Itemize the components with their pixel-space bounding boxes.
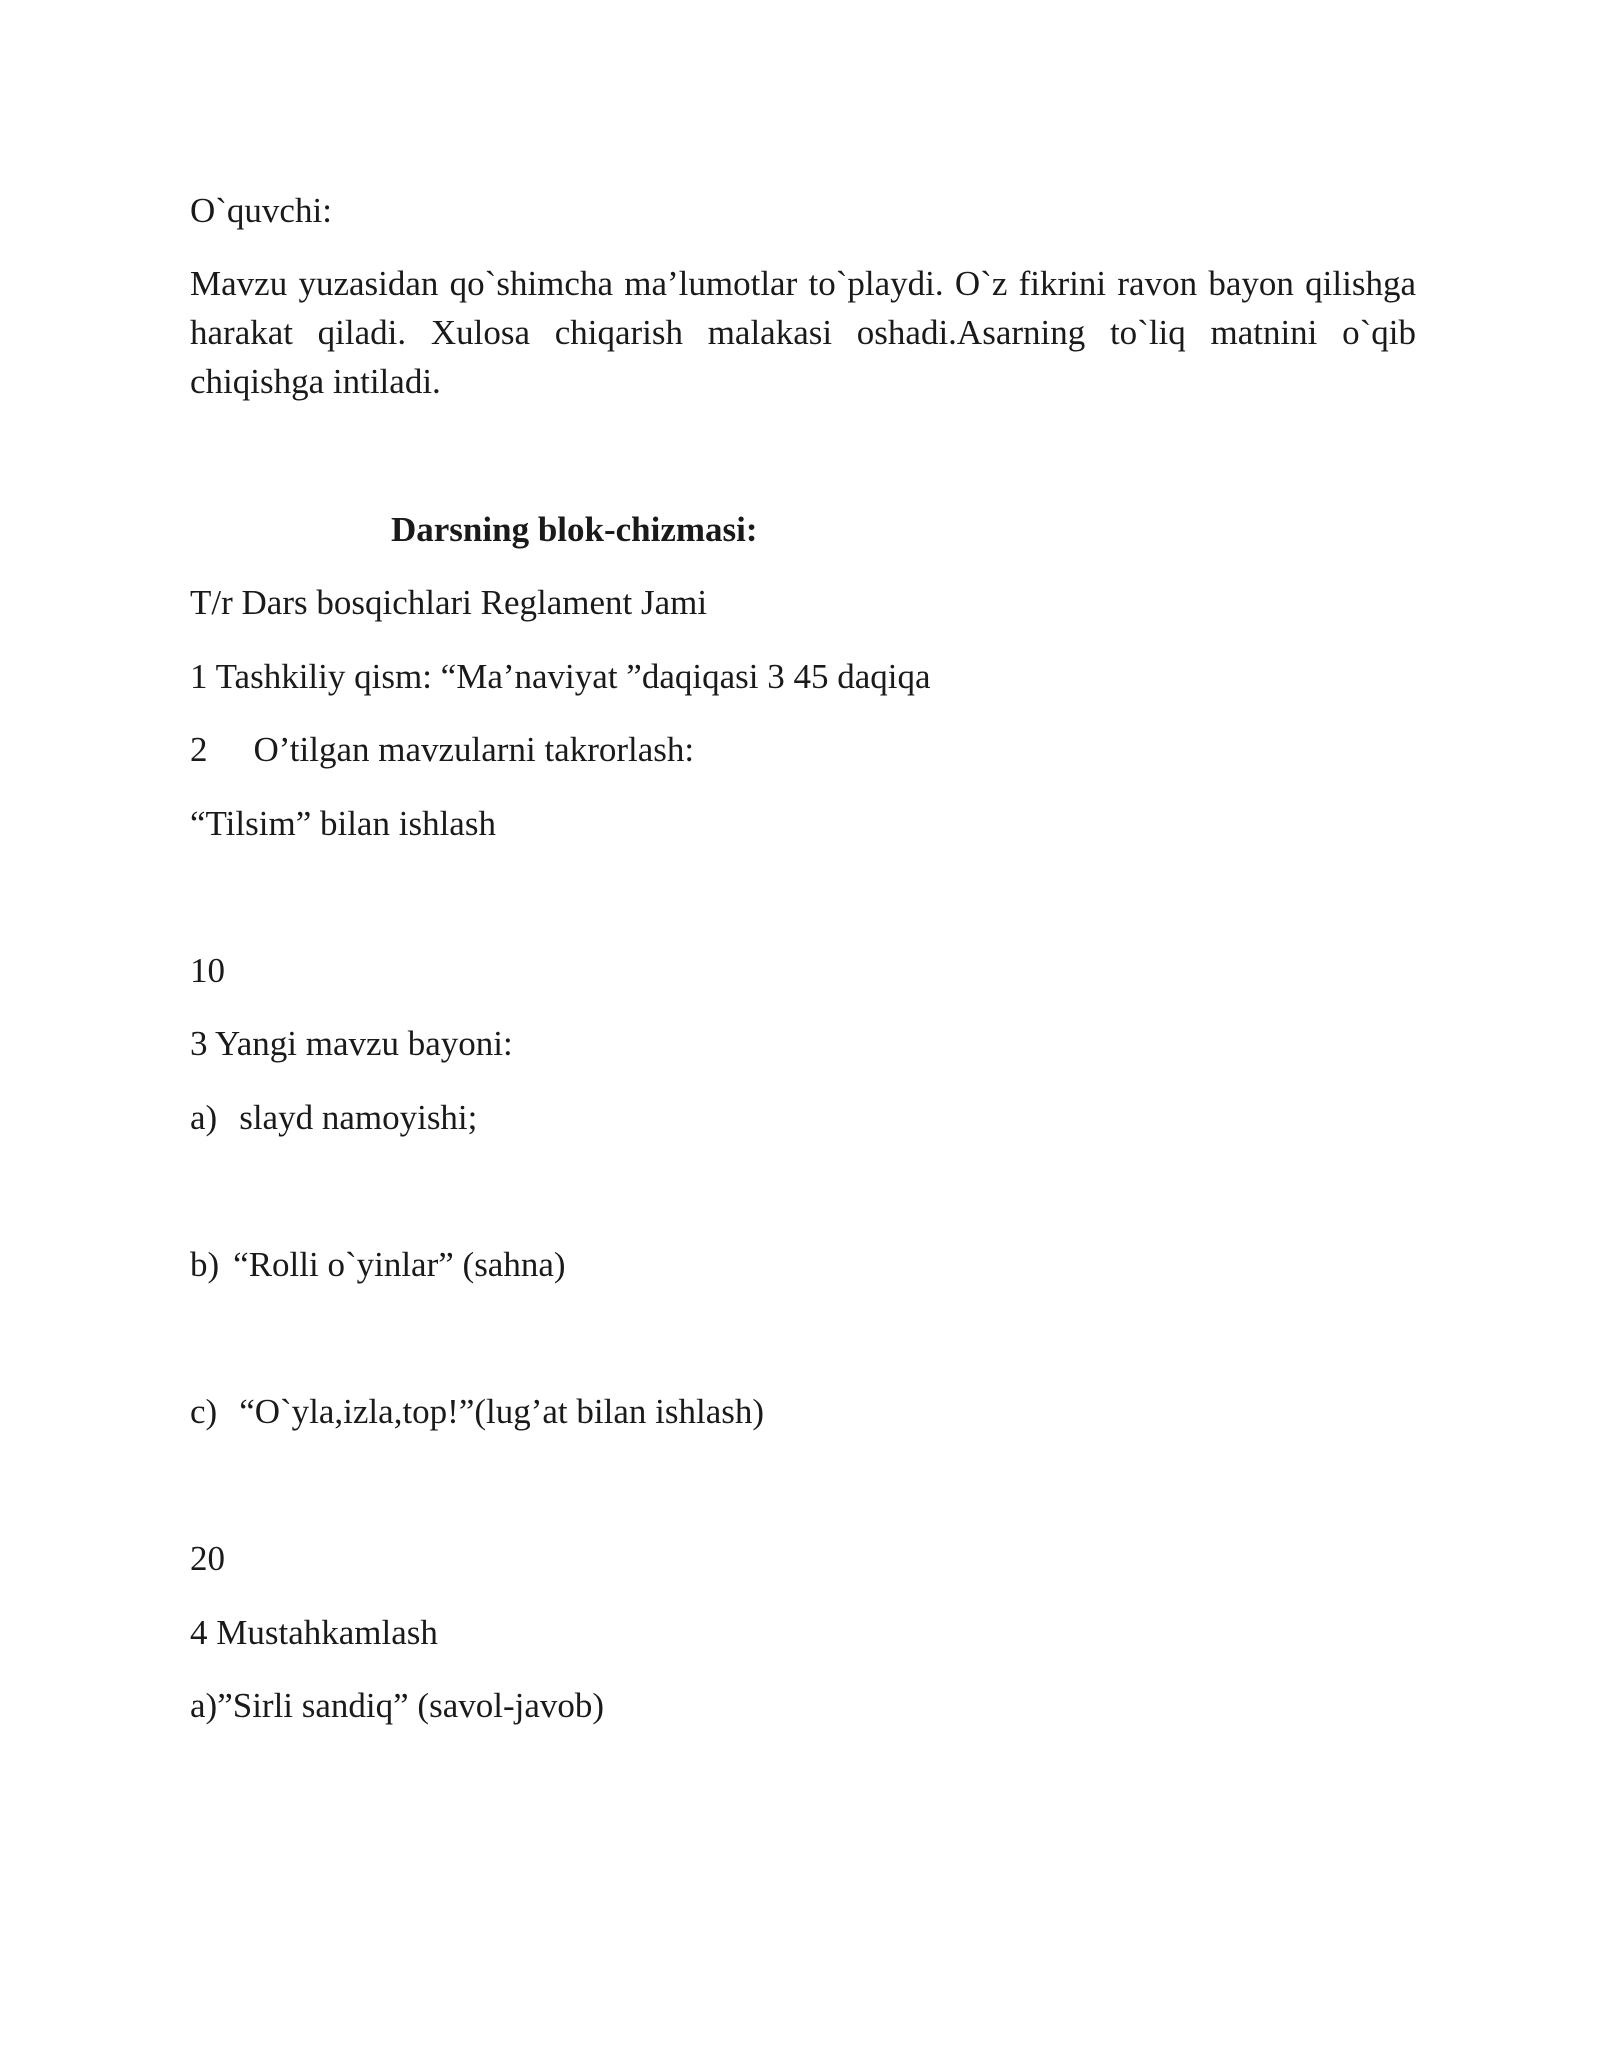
stage-4-line: 4 Mustahkamlash (190, 1613, 438, 1652)
item-b-text: “Rolli o`yinlar” (sahna) (233, 1245, 566, 1284)
stage-1-line: 1 Tashkiliy qism: “Ma’naviyat ”daqiqasi 3 45 daqiqa (190, 657, 931, 696)
stage-3-item-b (190, 1240, 566, 1289)
stage-2-line (190, 725, 694, 774)
stage-4-item-a: a)”Sirli sandiq” (savol-javob) (190, 1686, 605, 1725)
stage-2-number: 2 (190, 730, 208, 769)
table-header-line: T/r Dars bosqichlari Reglament Jami (190, 583, 708, 622)
stage-3-item-c (190, 1387, 764, 1436)
item-a-text: slayd namoyishi; (239, 1098, 478, 1137)
student-paragraph: Mavzu yuzasidan qo`shimcha ma’lumotlar to`playdi. O`z fikrini ravon bayon qilishga harakat qiladi. Xulosa chiqarish malakasi oshadi.Asarning to`liq matnini o`qib chiqishga intiladi. (190, 264, 1416, 401)
item-c-marker: c) (190, 1392, 218, 1431)
stage-2-method: “Tilsim” bilan ishlash (190, 804, 496, 843)
stage-3-item-a (190, 1093, 477, 1142)
student-label: O`quvchi: (190, 191, 332, 230)
stage-2-title: O’tilgan mavzularni takrorlash: (253, 730, 695, 769)
item-a-marker: a) (190, 1098, 218, 1137)
item-c-text: “O`yla,izla,top!”(lug’at bilan ishlash) (239, 1392, 765, 1431)
stage-3-line: 3 Yangi mavzu bayoni: (190, 1024, 513, 1063)
stage-2-time: 10 (190, 951, 225, 990)
stage-3-time: 20 (190, 1539, 225, 1578)
item-b-marker: b) (190, 1245, 220, 1284)
block-heading: Darsning blok-chizmasi: (391, 510, 758, 549)
